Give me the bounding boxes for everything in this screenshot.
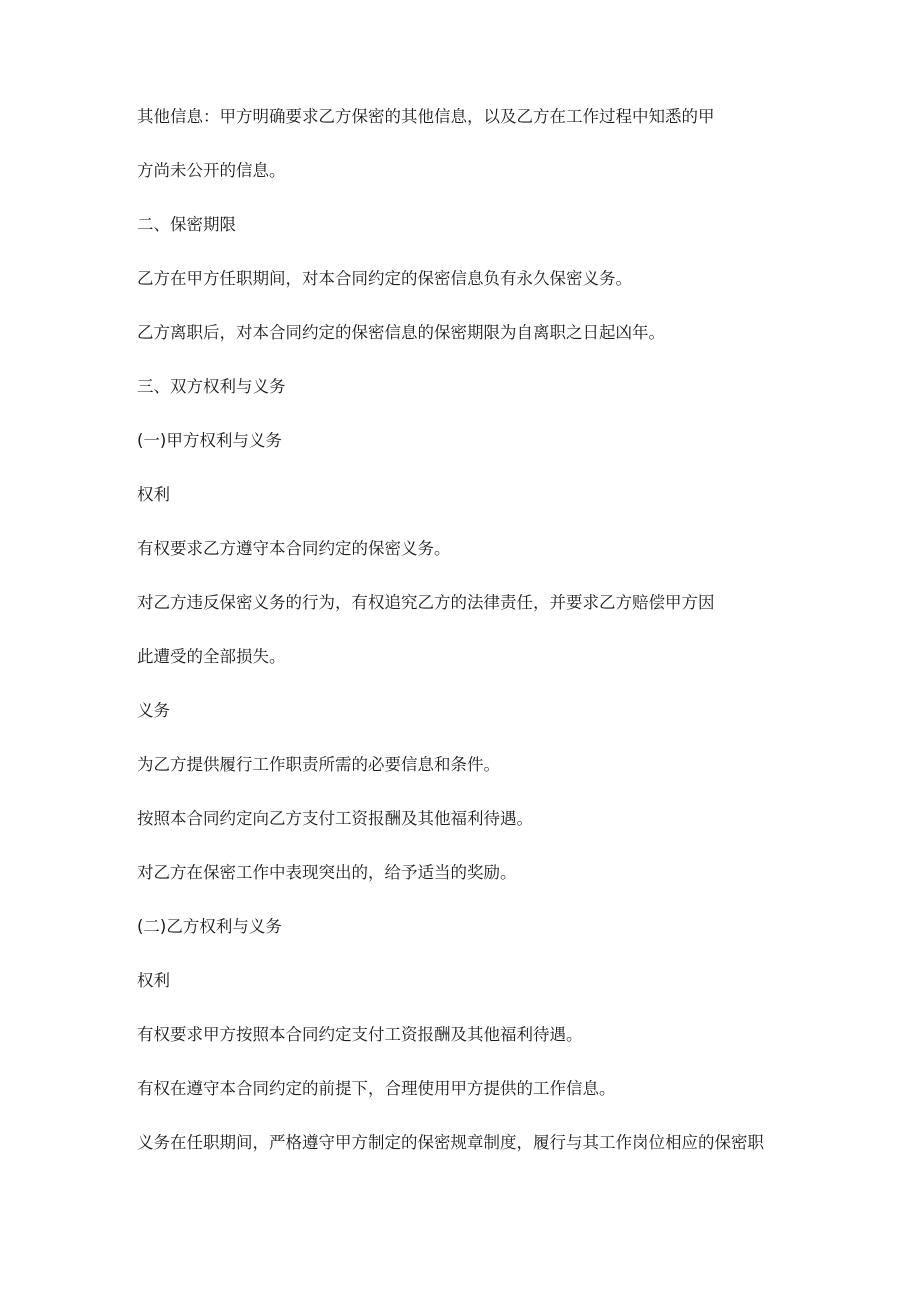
label-party-a-obligations: 义务: [137, 701, 170, 720]
paragraph-party-a-right-2-line-2: 此遭受的全部损失。: [137, 647, 286, 666]
paragraph-party-b-obligations: 义务在任职期间，严格遵守甲方制定的保密规章制度，履行与其工作岗位相应的保密职: [137, 1133, 764, 1152]
paragraph-party-a-right-1: 有权要求乙方遵守本合同约定的保密义务。: [137, 539, 451, 558]
paragraph-party-a-obligation-1: 为乙方提供履行工作职责所需的必要信息和条件。: [137, 755, 500, 774]
paragraph-other-info-line-2: 方尚未公开的信息。: [137, 161, 286, 180]
paragraph-period-during-employment: 乙方在甲方任职期间，对本合同约定的保密信息负有永久保密义务。: [137, 269, 632, 288]
subsection-heading-party-a: (一)甲方权利与义务: [137, 431, 282, 450]
section-heading-rights-obligations: 三、双方权利与义务: [137, 377, 286, 396]
section-heading-confidentiality-period: 二、保密期限: [137, 215, 236, 234]
paragraph-other-info-line-1: 其他信息：甲方明确要求乙方保密的其他信息，以及乙方在工作过程中知悉的甲: [137, 107, 715, 126]
paragraph-party-a-obligation-2: 按照本合同约定向乙方支付工资报酬及其他福利待遇。: [137, 809, 533, 828]
paragraph-party-a-right-2-line-1: 对乙方违反保密义务的行为，有权追究乙方的法律责任，并要求乙方赔偿甲方因: [137, 593, 715, 612]
paragraph-party-a-obligation-3: 对乙方在保密工作中表现突出的，给予适当的奖励。: [137, 863, 517, 882]
subsection-heading-party-b: (二)乙方权利与义务: [137, 917, 282, 936]
paragraph-party-b-right-2: 有权在遵守本合同约定的前提下，合理使用甲方提供的工作信息。: [137, 1079, 616, 1098]
paragraph-period-after-resignation: 乙方离职后，对本合同约定的保密信息的保密期限为自离职之日起凶年。: [137, 323, 665, 342]
paragraph-party-b-right-1: 有权要求甲方按照本合同约定支付工资报酬及其他福利待遇。: [137, 1025, 583, 1044]
label-party-a-rights: 权利: [137, 485, 170, 504]
label-party-b-rights: 权利: [137, 971, 170, 990]
